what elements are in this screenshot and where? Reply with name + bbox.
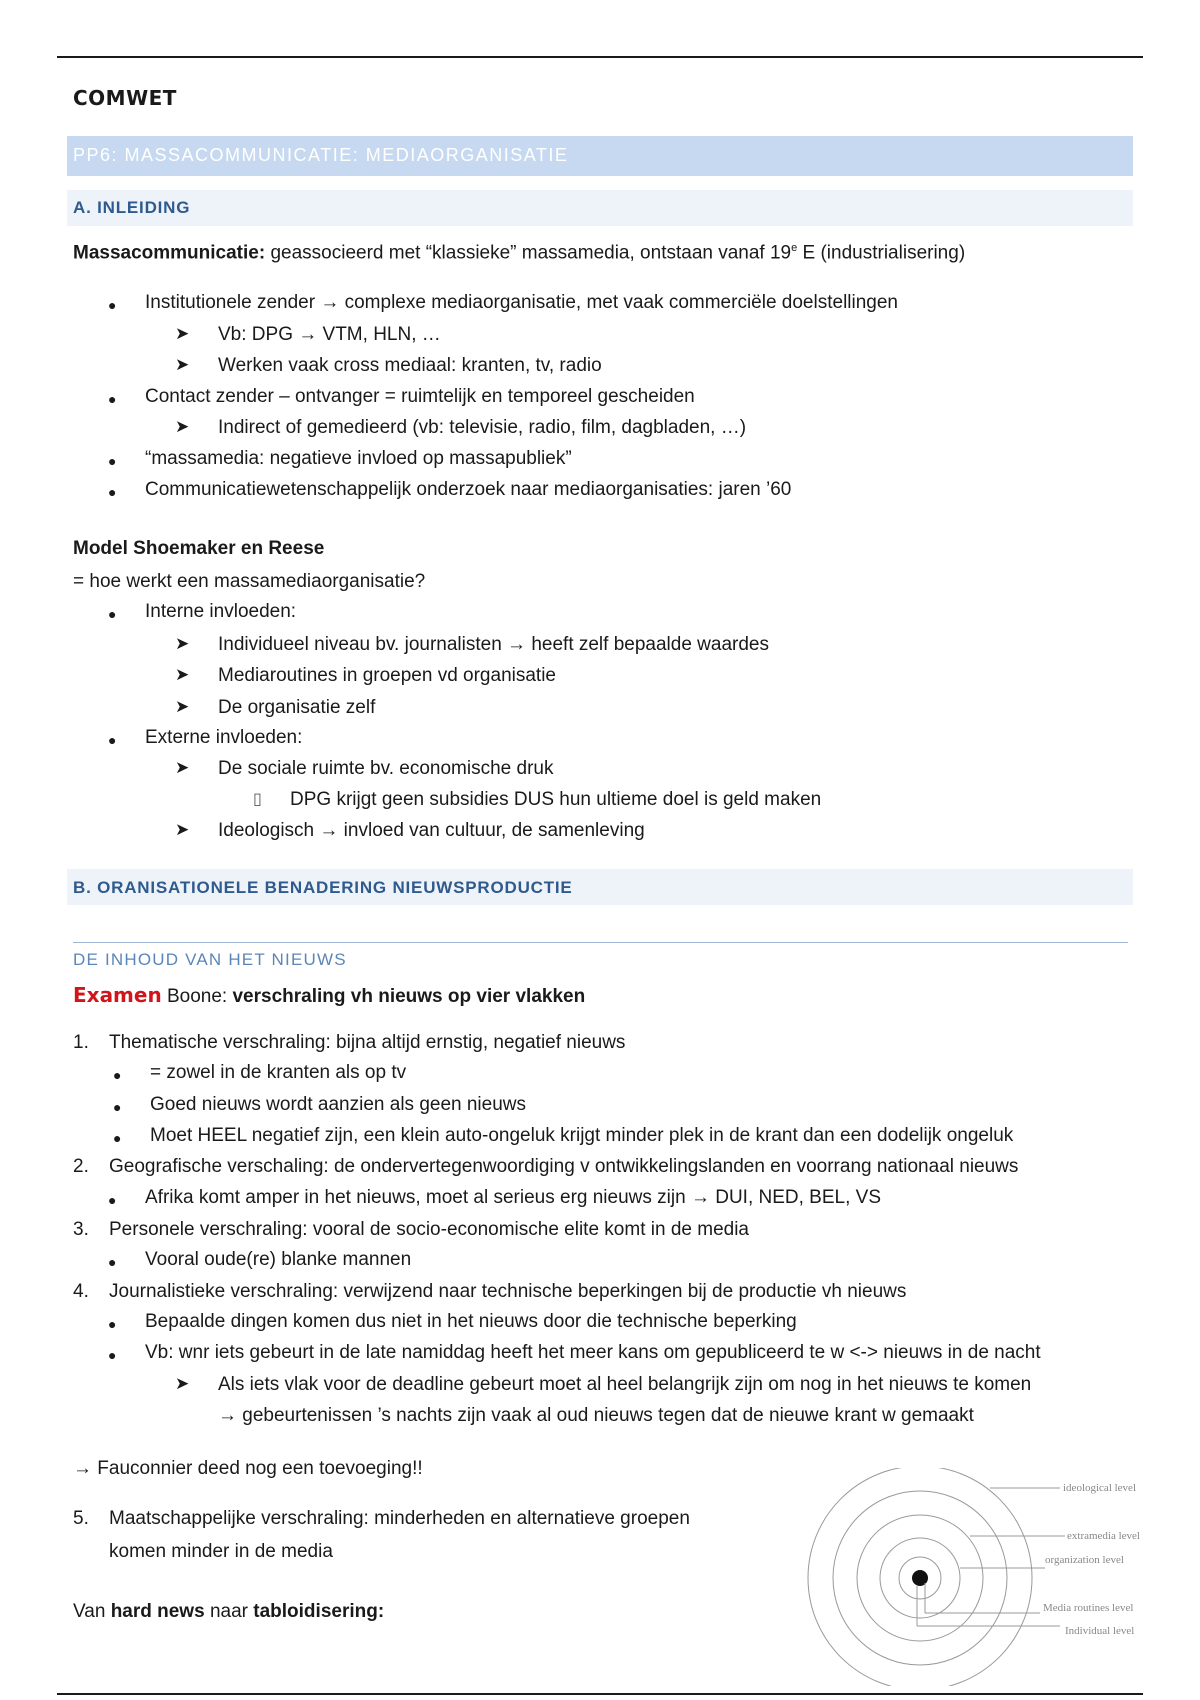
list-item: Mediaroutines in groepen vd organisatie [218,665,556,686]
list-item: Ideologisch → invloed van cultuur, de samenleving [218,820,645,841]
list-number: 5. [73,1508,89,1529]
arrowhead-bullet-icon: ➤ [175,665,190,684]
subsection-heading: DE INHOUD VAN HET NIEUWS [73,950,347,969]
intro-text: geassocieerd met “klassieke” massamedia, ontstaan vanaf 19 [265,242,792,264]
list-number: 4. [73,1281,89,1302]
list-item: Vooral oude(re) blanke mannen [145,1249,412,1270]
list-item: Individueel niveau bv. journalisten → heeft zelf bepaalde waardes [218,634,769,655]
page-title: COMWET [73,86,177,110]
diagram-svg [795,1468,1143,1686]
bullet-icon: ● [108,1316,117,1332]
list-item: → gebeurtenissen ’s nachts zijn vaak al oud nieuws tegen dat de nieuwe krant w gemaakt [218,1405,974,1426]
intro-paragraph [73,242,965,264]
exam-title: verschraling vh nieuws op vier vlakken [232,986,586,1007]
hardnews-bold1: hard news [110,1601,205,1622]
intro-sup: e [791,242,798,254]
list-item: Thematische verschraling: bijna altijd ernstig, negatief nieuws [109,1032,626,1053]
list-item: De sociale ruimte bv. economische druk [218,758,554,779]
top-rule [57,56,1143,58]
hardnews-line [73,1601,384,1623]
list-item: Bepaalde dingen komen dus niet in het nieuws door die technische beperking [145,1311,797,1332]
list-item: Personele verschraling: vooral de socio-economische elite komt in de media [109,1219,749,1240]
exam-label: Examen [73,983,162,1007]
list-item: Geografische verschaling: de ondervertegenwoordiging v ontwikkelingslanden en voorrang nationaal nieuws [109,1156,1019,1177]
arrowhead-bullet-icon: ➤ [175,417,190,436]
exam-line [73,983,585,1008]
list-item: Maatschappelijke verschraling: minderheden en alternatieve groepen [109,1508,690,1529]
bullet-icon: ● [108,391,117,407]
bullet-icon: ● [113,1099,122,1115]
model-question: = hoe werkt een massamediaorganisatie? [73,571,426,592]
list-number: 2. [73,1156,89,1177]
section-heading-a-text: A. INLEIDING [73,198,191,217]
bullet-icon: ● [108,1347,117,1363]
list-item: komen minder in de media [109,1541,333,1562]
hierarchy-of-influences-diagram [795,1468,1143,1686]
section-heading-b-text: B. ORANISATIONELE BENADERING NIEUWSPRODUCTIE [73,878,573,897]
bullet-icon: ● [113,1130,122,1146]
label-ideological: ideological level [1063,1482,1136,1494]
list-item: De organisatie zelf [218,697,376,718]
list-item: Werken vaak cross mediaal: kranten, tv, radio [218,355,602,376]
arrowhead-bullet-icon: ➤ [175,758,190,777]
subsection-rule [73,942,1128,943]
model-title: Model Shoemaker en Reese [73,538,325,559]
bullet-icon: ● [108,297,117,313]
list-item: Moet HEEL negatief zijn, een klein auto-ongeluk krijgt minder plek in de krant dan een dodelijk ongeluk [150,1125,1014,1146]
arrowhead-bullet-icon: ➤ [175,697,190,716]
bullet-icon: ● [108,484,117,500]
bottom-rule [57,1693,1143,1695]
list-number: 1. [73,1032,89,1053]
list-item: = zowel in de kranten als op tv [150,1062,407,1083]
list-item: Institutionele zender → complexe mediaorganisatie, met vaak commerciële doelstellingen [145,292,898,313]
bullet-icon: ● [108,1254,117,1270]
arrowhead-bullet-icon: ➤ [175,355,190,374]
hardnews-mid: naar [204,1601,254,1622]
list-item: Afrika komt amper in het nieuws, moet al serieus erg nieuws zijn → DUI, NED, BEL, VS [145,1187,881,1208]
bullet-icon: ● [108,732,117,748]
center-dot [912,1570,928,1586]
label-organization: organization level [1045,1554,1124,1566]
label-individual: Individual level [1065,1625,1135,1637]
list-item: Externe invloeden: [145,727,303,748]
list-item: Goed nieuws wordt aanzien als geen nieuws [150,1094,527,1115]
section-heading-main-text: PP6: MASSACOMMUNICATIE: MEDIAORGANISATIE [73,145,569,165]
bullet-icon: ● [113,1067,122,1083]
section-heading-a [67,190,1133,226]
list-item: Journalistieke verschraling: verwijzend naar technische beperkingen bij de productie vh nieuws [109,1281,907,1302]
section-heading-main [67,136,1133,176]
list-item: Indirect of gemedieerd (vb: televisie, radio, film, dagbladen, …) [218,417,747,438]
list-item: “massamedia: negatieve invloed op massapubliek” [145,448,572,469]
list-item: DPG krijgt geen subsidies DUS hun ultieme doel is geld maken [290,789,822,810]
arrowhead-bullet-icon: ➤ [175,324,190,343]
bullet-icon: ● [108,453,117,469]
bullet-icon: ● [108,1192,117,1208]
list-item: Vb: wnr iets gebeurt in de late namiddag heeft het meer kans om gepubliceerd te w <-> nieuws in de nacht [145,1342,1041,1363]
list-item: Contact zender – ontvanger = ruimtelijk en temporeel gescheiden [145,386,695,407]
list-item: Interne invloeden: [145,601,297,622]
list-item: Communicatiewetenschappelijk onderzoek naar mediaorganisaties: jaren ’60 [145,479,792,500]
missing-glyph-icon: ▯ [253,791,262,808]
bullet-icon: ● [108,606,117,622]
list-item: Vb: DPG → VTM, HLN, … [218,324,441,345]
fauconnier-note: → Fauconnier deed nog een toevoeging!! [73,1458,423,1479]
list-item: Als iets vlak voor de deadline gebeurt moet al heel belangrijk zijn om nog in het nieuws te komen [218,1374,1032,1395]
list-number: 3. [73,1219,89,1240]
arrowhead-bullet-icon: ➤ [175,820,190,839]
exam-boone: Boone: [161,986,233,1007]
intro-term: Massacommunicatie: [73,242,266,264]
label-routines: Media routines level [1043,1602,1134,1614]
section-heading-b [67,869,1133,905]
hardnews-bold2: tabloidisering: [253,1601,385,1622]
arrowhead-bullet-icon: ➤ [175,1374,190,1393]
arrowhead-bullet-icon: ➤ [175,634,190,653]
label-extramedia: extramedia level [1067,1530,1140,1542]
hardnews-pre: Van [73,1601,111,1622]
intro-text-end: E (industrialisering) [797,242,966,264]
